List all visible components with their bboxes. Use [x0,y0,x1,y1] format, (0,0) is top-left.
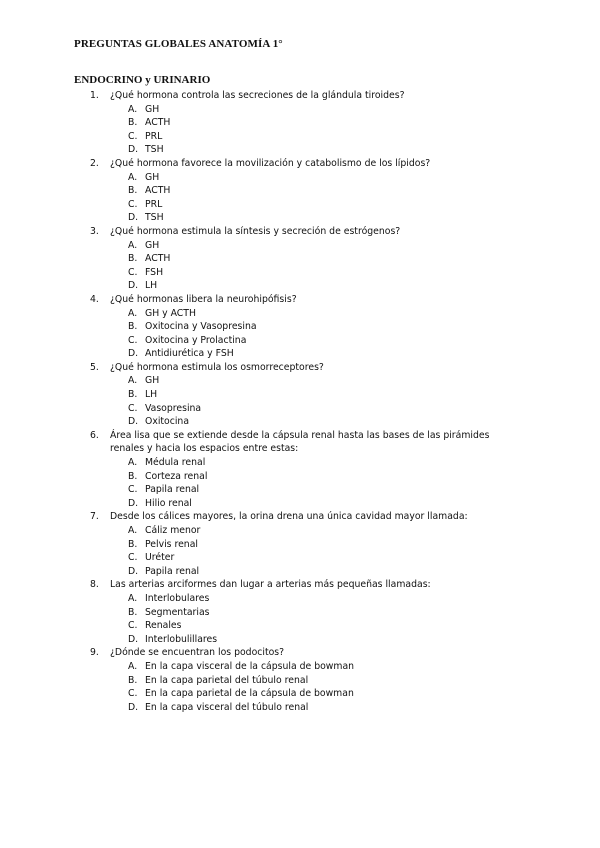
option-letter: C. [128,552,138,564]
option-text: Papila renal [145,484,200,496]
question-number: 9. [90,647,99,659]
question-1-option-d [0,143,600,157]
option-letter: D. [128,144,139,156]
option-letter: A. [128,592,138,604]
question-number: 2. [90,157,99,169]
option-text: Antidiurética y FSH [145,348,234,360]
section-heading: ENDOCRINO y URINARIO [74,74,211,86]
option-text: Interlobulillares [145,633,218,645]
question-2-option-b [0,184,600,198]
option-text: GH [145,171,160,183]
question-list [0,89,600,714]
option-letter: A. [128,375,138,387]
question-2-option-c [0,198,600,212]
question-1-option-b [0,116,600,130]
question-5-option-b [0,388,600,402]
question-text: ¿Dónde se encuentran los podocitos? [110,647,285,659]
option-text: Corteza renal [145,470,208,482]
option-text: ACTH [145,253,171,265]
option-text: LH [145,389,158,401]
answer-options [0,307,600,361]
question-1 [0,89,600,157]
option-text: ACTH [145,185,171,197]
question-6-option-a [0,456,600,470]
question-text-line [0,429,510,456]
answer-options [0,524,600,578]
option-letter: C. [128,198,138,210]
question-9-option-d [0,701,600,715]
question-text-line [0,646,510,660]
option-letter: B. [128,470,138,482]
question-3-option-d [0,279,600,293]
question-2-option-d [0,211,600,225]
option-letter: B. [128,321,138,333]
option-text: Uréter [145,552,175,564]
question-4-option-c [0,334,600,348]
option-text: GH y ACTH [145,307,196,319]
question-text-line [0,89,510,103]
option-letter: B. [128,674,138,686]
option-text: Renales [145,620,182,632]
option-text: Oxitocina y Prolactina [145,334,247,346]
question-8 [0,578,600,646]
question-text-line [0,157,510,171]
question-9-option-b [0,674,600,688]
option-letter: A. [128,660,138,672]
option-letter: D. [128,416,139,428]
question-text: ¿Qué hormona controla las secreciones de la glándula tiroides? [110,90,405,101]
question-5-option-c [0,402,600,416]
option-letter: D. [128,633,139,645]
answer-options [0,103,600,157]
question-text: Las arterias arciformes dan lugar a arterias más pequeñas llamadas: [110,579,431,591]
question-6-option-d [0,497,600,511]
question-text: Desde los cálices mayores, la orina drena una única cavidad mayor llamada: [110,511,468,523]
option-letter: D. [128,701,139,713]
question-7-option-c [0,551,600,565]
question-2-option-a [0,171,600,185]
question-5 [0,361,600,429]
question-8-option-c [0,619,600,633]
question-text: ¿Qué hormonas libera la neurohipófisis? [110,293,297,305]
question-4-option-b [0,320,600,334]
option-letter: B. [128,606,138,618]
option-letter: A. [128,103,138,115]
option-letter: B. [128,253,138,265]
question-text-line [0,510,510,524]
question-4-option-d [0,347,600,361]
question-7-option-d [0,565,600,579]
question-8-option-a [0,592,600,606]
answer-options [0,239,600,293]
option-letter: B. [128,117,138,129]
option-letter: B. [128,389,138,401]
question-7-option-b [0,538,600,552]
question-4 [0,293,600,361]
option-letter: A. [128,239,138,251]
option-text: Vasopresina [145,402,202,414]
question-5-option-d [0,415,600,429]
question-3 [0,225,600,293]
option-letter: C. [128,620,138,632]
option-text: GH [145,239,160,251]
question-6 [0,429,600,511]
option-text: FSH [145,266,164,278]
option-text: Hilio renal [145,497,192,509]
question-7-option-a [0,524,600,538]
answer-options [0,592,600,646]
option-text: Oxitocina [145,416,190,428]
question-text: ¿Qué hormona estimula los osmorreceptores? [110,361,324,373]
option-text: PRL [145,198,163,210]
option-text: TSH [145,212,164,224]
option-letter: C. [128,130,138,142]
question-9 [0,646,600,714]
option-letter: B. [128,185,138,197]
option-letter: D. [128,497,139,509]
question-3-option-a [0,239,600,253]
option-letter: C. [128,484,138,496]
question-9-option-a [0,660,600,674]
question-number: 1. [90,90,99,101]
option-text: Cáliz menor [145,525,201,536]
option-text: PRL [145,130,163,142]
option-text: LH [145,280,158,292]
question-3-option-c [0,266,600,280]
question-3-option-b [0,252,600,266]
option-letter: B. [128,538,138,550]
question-text: Área lisa que se extiende desde la cápsula renal hasta las bases de las pirámides renales y hacia los espacios entre estas: [110,429,490,455]
option-text: Oxitocina y Vasopresina [145,321,257,333]
question-text: ¿Qué hormona estimula la síntesis y secreción de estrógenos? [110,225,401,237]
option-letter: D. [128,565,139,577]
question-1-option-c [0,130,600,144]
question-number: 6. [90,429,99,441]
option-letter: C. [128,688,138,700]
question-8-option-d [0,633,600,647]
option-letter: A. [128,171,138,183]
question-4-option-a [0,307,600,321]
option-letter: C. [128,402,138,414]
question-text-line [0,578,510,592]
question-9-option-c [0,687,600,701]
option-text: GH [145,375,160,387]
question-6-option-c [0,483,600,497]
option-text: TSH [145,144,164,156]
question-number: 3. [90,225,99,237]
option-text: En la capa visceral de la cápsula de bowman [145,660,355,672]
answer-options [0,374,600,428]
option-letter: A. [128,457,138,469]
question-1-option-a [0,103,600,117]
question-text: ¿Qué hormona favorece la movilización y catabolismo de los lípidos? [110,157,431,169]
option-letter: D. [128,212,139,224]
question-8-option-b [0,606,600,620]
option-text: ACTH [145,117,171,129]
answer-options [0,456,600,510]
answer-options [0,171,600,225]
option-text: Médula renal [145,457,206,469]
option-text: En la capa parietal del túbulo renal [145,674,309,686]
option-letter: C. [128,266,138,278]
option-letter: D. [128,348,139,360]
question-7 [0,510,600,578]
question-number: 8. [90,579,99,591]
option-text: Segmentarias [145,606,210,618]
option-text: En la capa parietal de la cápsula de bowman [145,688,354,700]
option-text: Pelvis renal [145,538,198,550]
question-text-line [0,225,510,239]
option-letter: D. [128,280,139,292]
question-number: 5. [90,361,99,373]
option-text: Papila renal [145,565,200,577]
question-6-option-b [0,470,600,484]
question-2 [0,157,600,225]
page-title: PREGUNTAS GLOBALES ANATOMÍA 1° [74,38,283,50]
question-number: 7. [90,511,99,523]
option-letter: A. [128,307,138,319]
question-number: 4. [90,293,99,305]
question-text-line [0,293,510,307]
question-5-option-a [0,374,600,388]
option-text: En la capa visceral del túbulo renal [145,701,309,713]
option-text: Interlobulares [145,592,210,604]
option-letter: C. [128,334,138,346]
option-text: GH [145,103,160,115]
answer-options [0,660,600,714]
option-letter: A. [128,525,138,536]
question-text-line [0,361,510,375]
